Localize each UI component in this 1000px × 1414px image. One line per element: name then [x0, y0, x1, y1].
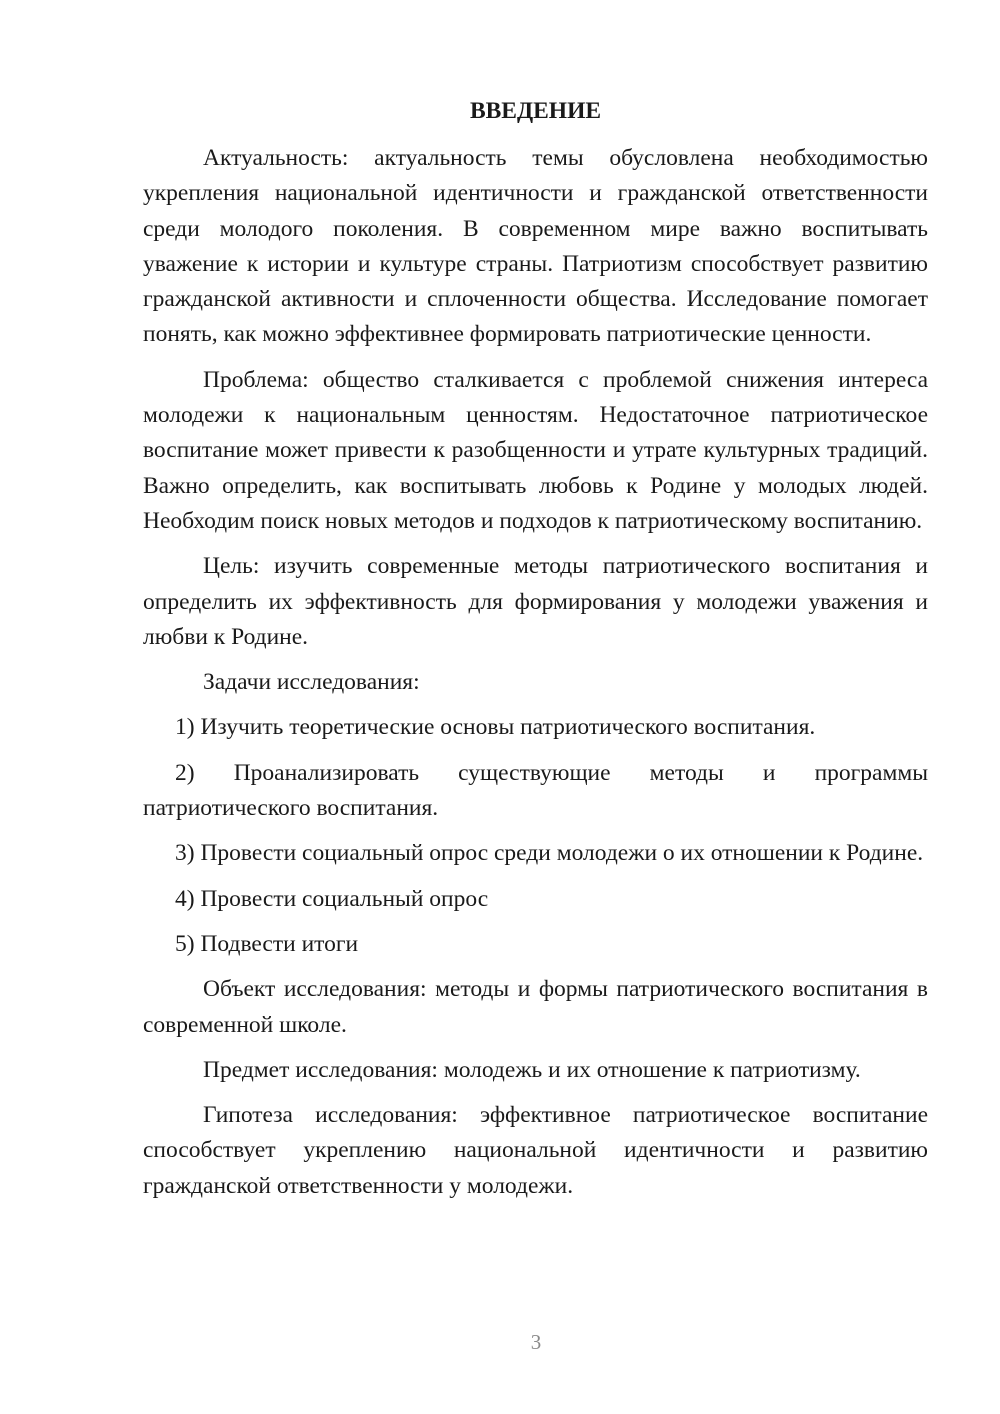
paragraph-goal: Цель: изучить современные методы патриотического воспитания и определить их эффективность для формирования у молодежи уважения и любви к Родине.	[143, 553, 928, 650]
task-item-2: 2) Проанализировать существующие методы и программы патриотического воспитания.	[143, 759, 928, 822]
paragraph-problem: Проблема: общество сталкивается с проблемой снижения интереса молодежи к национальным ценностям. Недостаточное патриотическое воспитание может привести к разобщенности и утрате культурных традиций. Важно определить, как воспитывать любовь к Родине у молодых людей. Необходим поиск новых методов и подходов к патриотическому воспитанию.	[143, 366, 928, 534]
task-item-3: 3) Провести социальный опрос среди молодежи о их отношении к Родине.	[175, 840, 924, 867]
task-item-1: 1) Изучить теоретические основы патриотического воспитания.	[175, 714, 816, 741]
paragraph-object: Объект исследования: методы и формы патриотического воспитания в современной школе.	[143, 976, 928, 1038]
paragraph-subject: Предмет исследования: молодежь и их отношение к патриотизму.	[203, 1056, 861, 1083]
tasks-heading: Задачи исследования:	[203, 669, 420, 696]
task-item-5: 5) Подвести итоги	[175, 930, 359, 957]
paragraph-hypothesis: Гипотеза исследования: эффективное патриотическое воспитание способствует укреплению национальной идентичности и развитию гражданской ответственности у молодежи.	[143, 1102, 928, 1199]
page-number: 3	[530, 1330, 542, 1354]
paragraph-relevance: Актуальность: актуальность темы обусловлена необходимостью укрепления национальной идентичности и гражданской ответственности среди молодого поколения. В современном мире важно воспитывать уважение к истории и культуре страны. Патриотизм способствует развитию гражданской активности и сплоченности общества. Исследование помогает понять, как можно эффективнее формировать патриотические ценности.	[143, 145, 928, 348]
task-item-4: 4) Провести социальный опрос	[175, 885, 489, 912]
document-body	[143, 94, 928, 1214]
section-title: ВВЕДЕНИЕ	[469, 98, 602, 124]
